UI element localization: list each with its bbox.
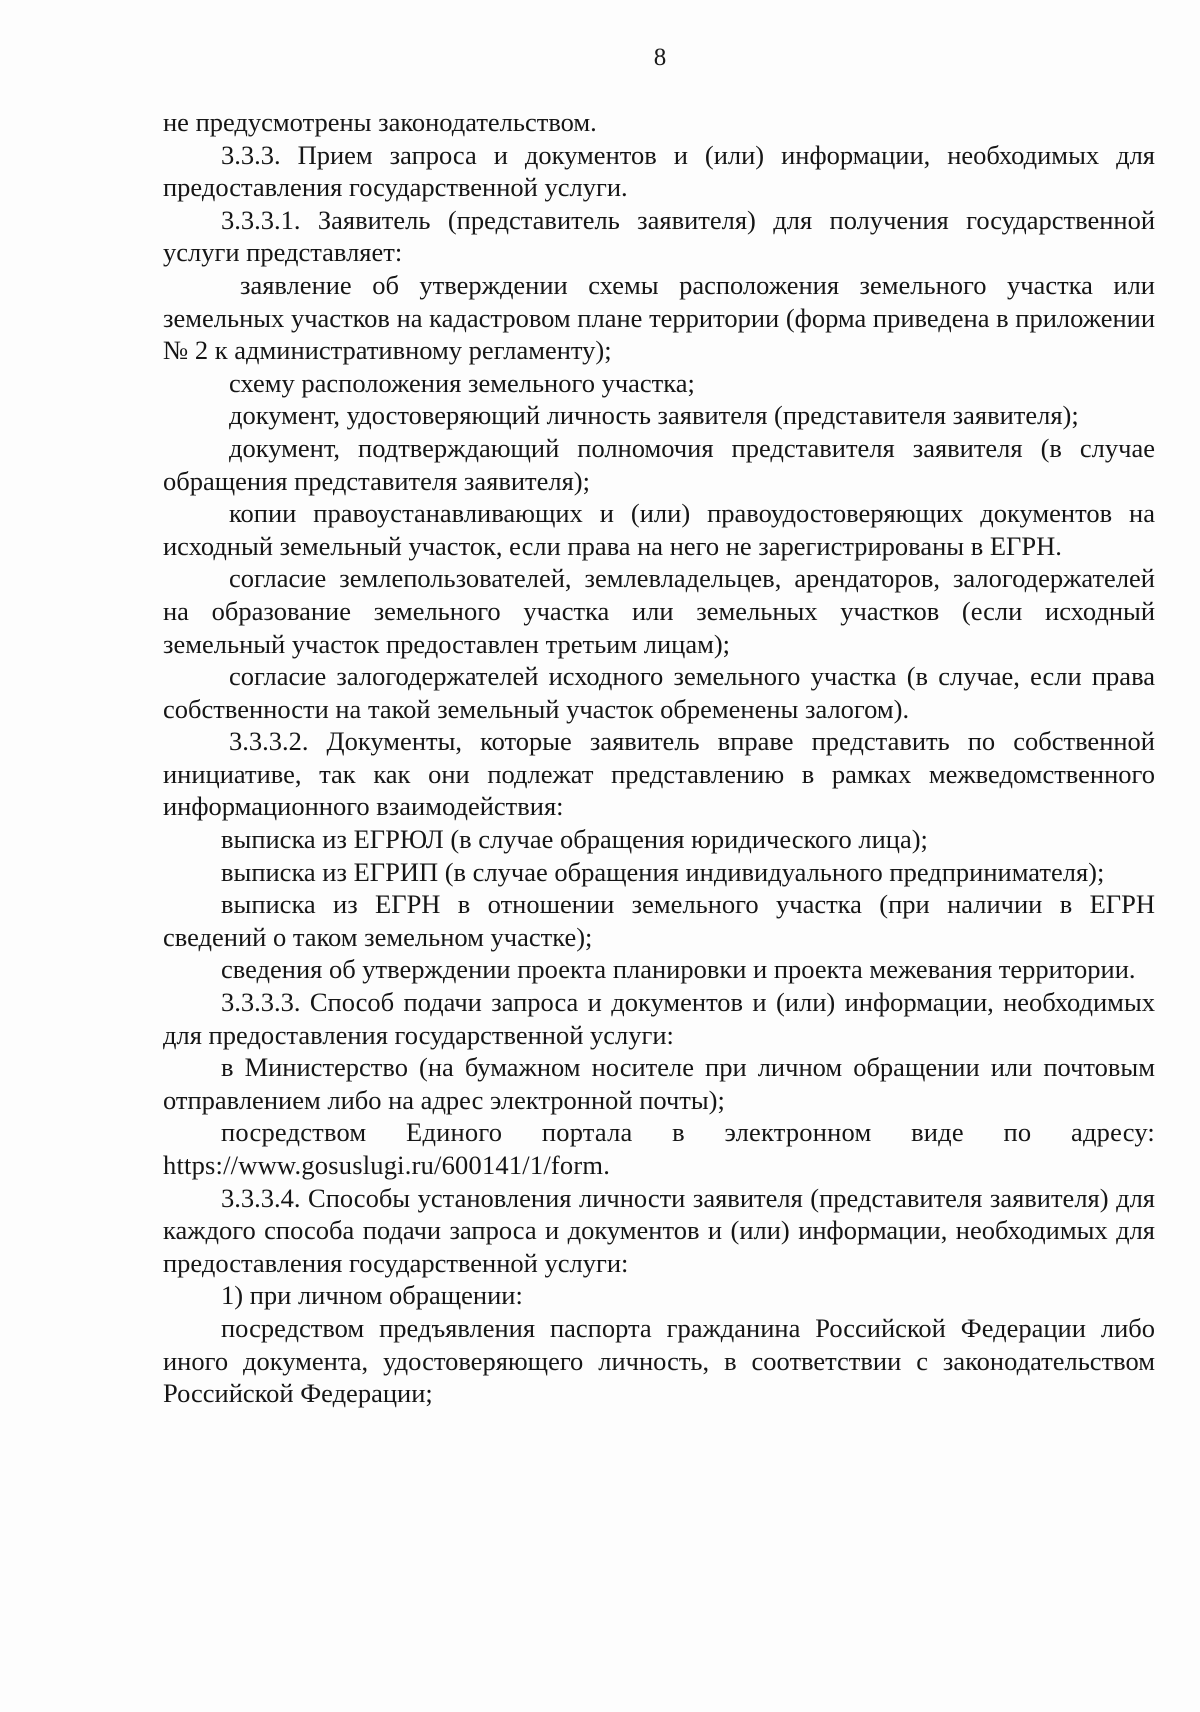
paragraph-3-3-3-3: 3.3.3.3. Способ подачи запроса и документов и (или) информации, необходимых для предоставления государственной услуги: [163,987,1155,1050]
paragraph: выписка из ЕГРЮЛ (в случае обращения юридического лица); [221,824,928,855]
document-body [163,106,1155,1410]
paragraph-3-3-3-1: 3.3.3.1. Заявитель (представитель заявителя) для получения государственной услуги представляет: [163,204,1155,268]
paragraph: 1) при личном обращении: [221,1280,523,1311]
paragraph: заявление об утверждении схемы расположения земельного участка или земельных участков на кадастровом плане территории (форма приведена в приложении № 2 к административному регламенту); [163,269,1155,366]
paragraph: документ, подтверждающий полномочия представителя заявителя (в случае обращения представителя заявителя); [163,432,1155,496]
paragraph-3-3-3: 3.3.3. Прием запроса и документов и (или) информации, необходимых для предоставления государственной услуги. [163,139,1155,203]
page-number: 8 [653,44,667,71]
paragraph-3-3-3-4: 3.3.3.4. Способы установления личности заявителя (представителя заявителя) для каждого способа подачи запроса и документов и (или) информации, необходимых для предоставления государственной услуги: [163,1182,1155,1278]
paragraph: согласие землепользователей, землевладельцев, арендаторов, залогодержателей на образование земельного участка или земельных участков (если исходный земельный участок предоставлен третьим лицам); [163,563,1155,659]
paragraph: посредством предъявления паспорта гражданина Российской Федерации либо иного документа, удостоверяющего личность, в соответствии с законодательством Российской Федерации; [163,1312,1155,1409]
paragraph: сведения об утверждении проекта планировки и проекта межевания территории. [221,954,1136,985]
paragraph-portal-url: посредством Единого портала в электронном виде по адресу: https://www.gosuslugi.ru/600141/1/form. [163,1117,1155,1180]
paragraph: схему расположения земельного участка; [229,367,695,398]
paragraph-3-3-3-2: 3.3.3.2. Документы, которые заявитель вправе представить по собственной инициативе, так как они подлежат представлению в рамках межведомственного информационного взаимодействия: [163,726,1155,822]
paragraph: копии правоустанавливающих и (или) правоудостоверяющих документов на исходный земельный участок, если права на него не зарегистрированы в ЕГРН. [163,498,1155,561]
paragraph: в Министерство (на бумажном носителе при личном обращении или почтовым отправлением либо на адрес электронной почты); [163,1052,1155,1115]
paragraph: не предусмотрены законодательством. [163,107,597,137]
paragraph: выписка из ЕГРН в отношении земельного участка (при наличии в ЕГРН сведений о таком земельном участке); [163,889,1155,952]
paragraph: согласие залогодержателей исходного земельного участка (в случае, если права собственности на такой земельный участок обременены залогом). [163,661,1155,724]
paragraph: документ, удостоверяющий личность заявителя (представителя заявителя); [229,400,1079,431]
paragraph: выписка из ЕГРИП (в случае обращения индивидуального предпринимателя); [221,856,1105,887]
